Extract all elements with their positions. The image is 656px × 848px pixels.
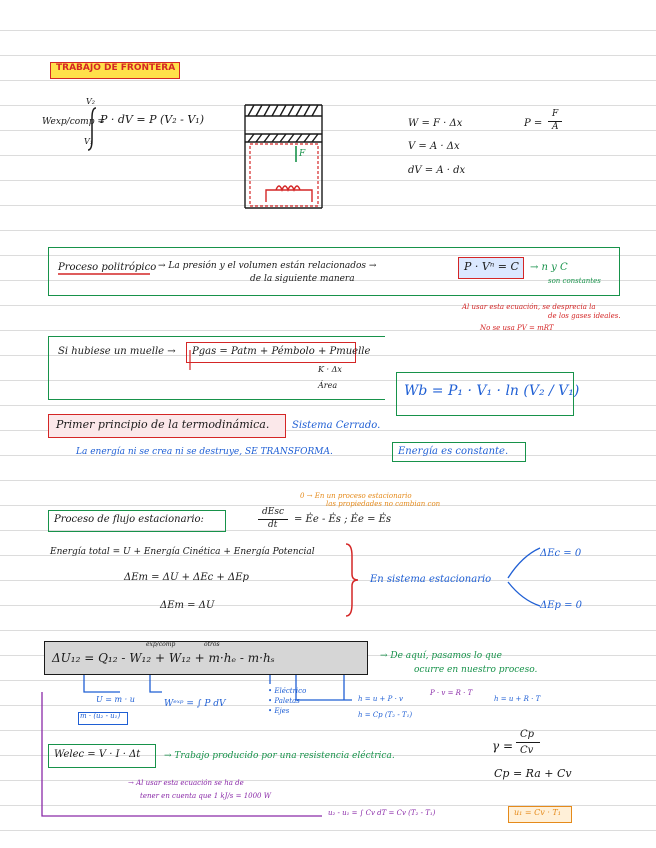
piston-force-label: F (299, 149, 306, 159)
polytropic-note-1: Al usar esta ecuación, se desprecia la (462, 303, 596, 311)
spring-formula: Pgas = Patm + Pémbolo + Pmuelle (192, 346, 371, 357)
steady-note-1: 0 → En un proceso estacionario (300, 492, 412, 500)
spring-kx: K · Δx (318, 365, 342, 374)
main-eq-note-2: ocurre en nuestro proceso. (414, 665, 538, 675)
polytropic-constants-note: son constantes (548, 277, 601, 285)
spring-label: Si hubiese un muelle → (58, 346, 176, 357)
h-equation-3: h = Cp (T₂ - T₁) (358, 711, 413, 719)
first-principle-line: La energía ni se crea ni se destruye, SE TRANSFORMA. (76, 447, 333, 457)
polytropic-note-2: de los gases ideales. (548, 312, 621, 320)
p-equation-num: F (552, 109, 559, 119)
steady-flow-label: Proceso de flujo estacionario: (54, 514, 204, 525)
polytropic-note-3: No se usa PV = mRT (480, 324, 554, 332)
w-equation: W = F · Δx (408, 118, 463, 129)
electric-formula: Welec = V · I · Δt (54, 749, 141, 760)
v-equation: V = A · Δx (408, 141, 460, 152)
electric-desc: → Trabajo producido por una resistencia eléctrica. (164, 751, 395, 761)
work-item-electric: • Eléctrico (268, 687, 307, 695)
page-title: TRABAJO DE FRONTERA (56, 63, 176, 73)
dv-equation: dV = A · dx (408, 165, 466, 176)
integral-lower-limit: V₁ (84, 137, 93, 146)
gamma-num: Cp (520, 729, 535, 740)
closed-system: Sistema Cerrado. (292, 420, 381, 431)
energy-constant: Energía es constante. (398, 446, 509, 457)
delta-e-reduced: ΔEт = ΔU (160, 600, 215, 611)
main-equation: ΔU₁₂ = Q₁₂ - W₁₂ + W₁₂ + m·hₑ - m·hₛ (52, 651, 275, 665)
u-equation: U = m · u (96, 695, 135, 704)
wexp-integral: Wᵉˣᵖ = ∫ P dV (164, 699, 226, 709)
h-equation-2: h = u + R · T (494, 695, 541, 703)
work-item-paddles: • Paletas (268, 697, 300, 705)
work-formula-rhs: P · dV = P (V₂ - V₁) (100, 113, 204, 126)
pv-rt-note: P · v = R · T (430, 689, 473, 697)
cv-box-label: u₁ = Cv · T₁ (514, 808, 561, 817)
steady-eq-den: dt (268, 520, 278, 530)
p-equation-lhs: P = (524, 118, 543, 129)
fraction-bar (516, 742, 540, 743)
p-equation-den: A (552, 122, 559, 132)
cv-integral: u₂ - u₁ = ∫ Cv dT = Cv (T₂ - T₁) (328, 809, 436, 817)
main-equation-sup-2: otros (204, 641, 220, 648)
red-brace (346, 544, 358, 616)
heater-coil (266, 186, 312, 202)
h-equation-1: h = u + P · v (358, 695, 403, 703)
gamma-den: Cv (520, 745, 534, 756)
main-equation-sup-1: exp/comp (146, 641, 176, 648)
integral-upper-limit: V₂ (86, 97, 95, 106)
work-item-shafts: • Ejes (268, 707, 290, 715)
polytropic-formula: P · Vⁿ = C (464, 260, 519, 273)
steady-eq-num: dEsc (262, 507, 284, 517)
electric-note-1: → Al usar esta ecuación se ha de (128, 779, 244, 787)
piston-cylinder-drawing (245, 105, 322, 208)
polytropic-desc-1: → La presión y el volumen están relacionados → (158, 261, 377, 271)
delta-ec-zero: ΔEc = 0 (540, 548, 582, 559)
gamma-lhs: γ = (492, 739, 514, 753)
electric-note-2: tener en cuenta que 1 kJ/s = 1000 W (140, 792, 271, 800)
wb-formula: Wb = P₁ · V₁ · ln (V₂ / V₁) (404, 383, 580, 399)
delta-e-full: ΔEт = ΔU + ΔEc + ΔEp (124, 572, 249, 583)
steady-note-2: las propiedades no cambian con (326, 500, 441, 508)
steady-system-label: En sistema estacionario (370, 574, 492, 585)
polytropic-label: Proceso politrópico (58, 262, 157, 273)
main-eq-note-1: → De aquí, pasamos lo que (380, 651, 502, 661)
spring-area: Área (318, 381, 338, 390)
cp-equation: Cp = Ra + Cv (494, 767, 572, 780)
delta-ep-zero: ΔEp = 0 (540, 600, 583, 611)
first-principle-label: Primer principio de la termodinámica. (56, 418, 270, 431)
gas-region (250, 144, 318, 206)
work-formula-lhs: Wexp/comp = (42, 117, 105, 127)
polytropic-desc-2: de la siguiente manera (250, 274, 355, 284)
steady-eq-rest: = Ėe - Ės ; Ėe = Ės (294, 514, 392, 525)
polytropic-constants: → n y C (530, 262, 568, 273)
m-delta: m · (u₂ - u₁) (80, 712, 121, 720)
total-energy: Energía total = U + Energía Cinética + Energía Potencial (50, 547, 315, 557)
